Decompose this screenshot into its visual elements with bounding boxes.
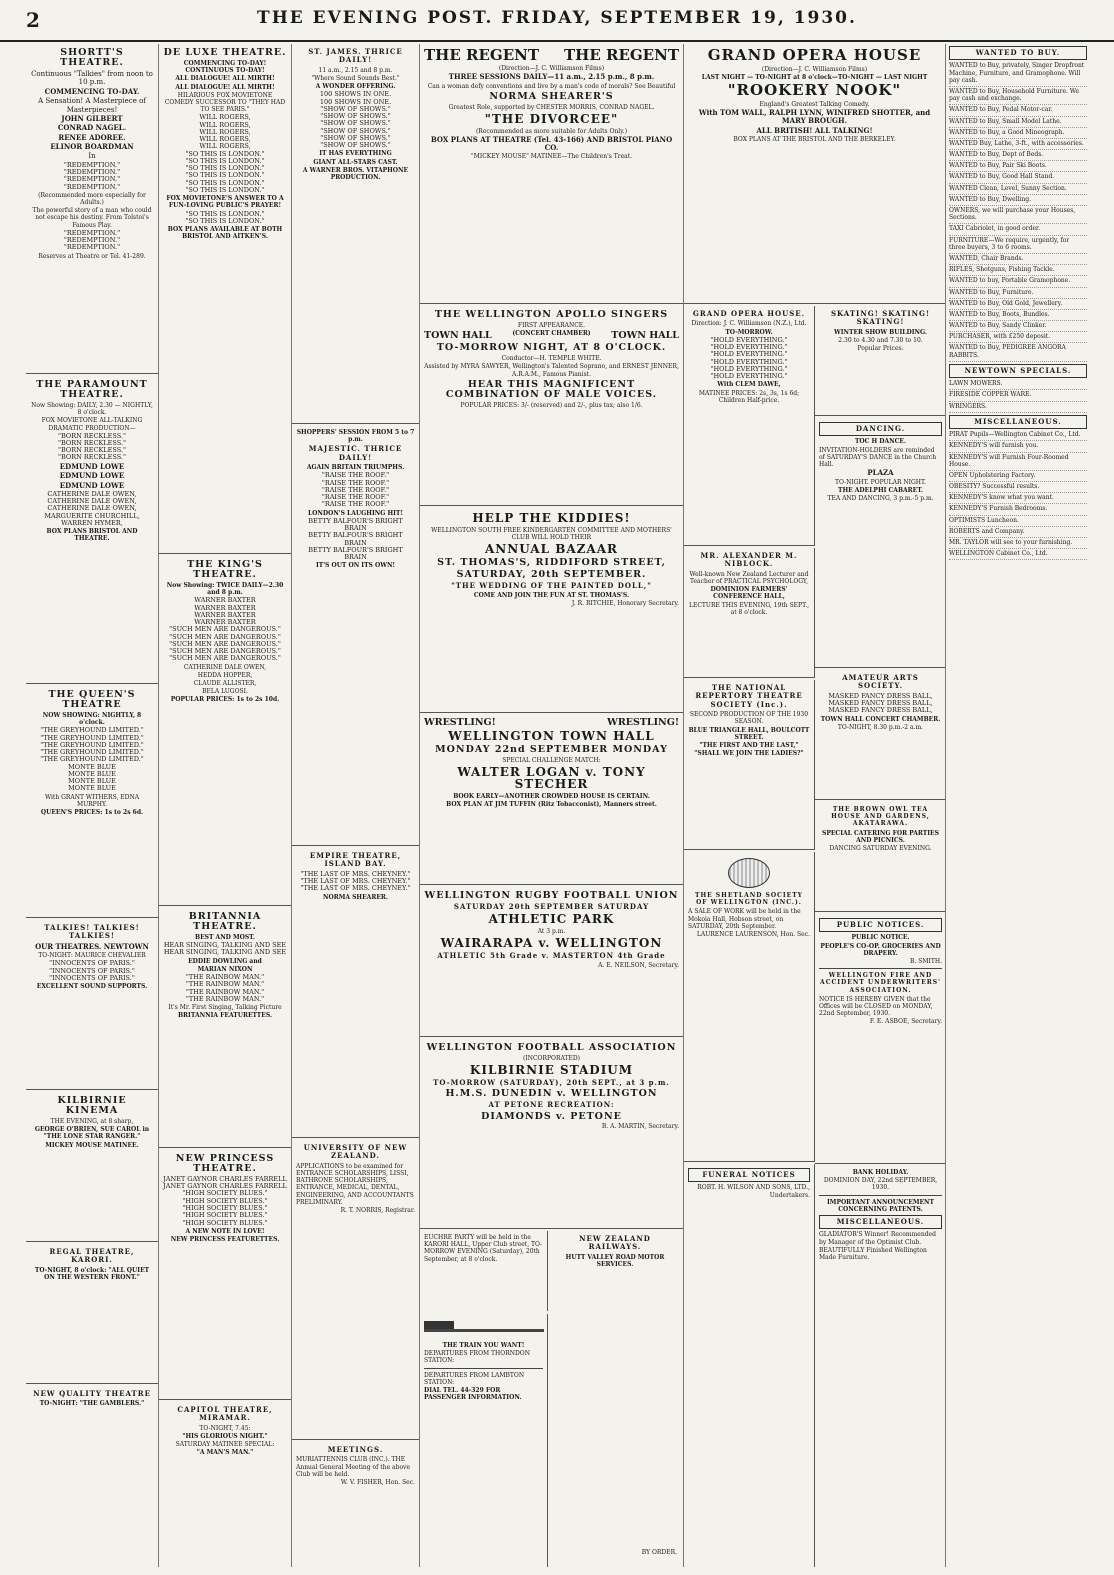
classified-item: PURCHASER, with £250 deposit. xyxy=(949,333,1087,343)
notice-railways: NEW ZEALAND RAILWAYS. HUTT VALLEY ROAD MOTOR SERVICES. xyxy=(565,1234,665,1268)
ad-niblock: MR. ALEXANDER M. NIBLOCK. Well-known New Zealand Lecturer and Teacher of PRACTICAL PSYCHOLOGY, DOMINION FARMERS' CONFERENCE HALL, LECTURE THIS EVENING, 19th SEPT., at 8 o'clock. xyxy=(684,548,815,678)
classified-item: WANTED to Buy, Sandy Clinker. xyxy=(949,322,1087,332)
society-crest-icon xyxy=(728,858,770,888)
classified-item: PIRAT Pupils—Wellington Cabinet Co., Ltd. xyxy=(949,431,1087,441)
classified-item: KENNEDY'S will furnish you. xyxy=(949,442,1087,452)
classified-item: WANTED to Buy, Pair Ski Boots. xyxy=(949,162,1087,172)
ad-apollo-singers: THE WELLINGTON APOLLO SINGERS FIRST APPEARANCE. TOWN HALL (CONCERT CHAMBER) TOWN HALL TO-MORROW NIGHT, AT 8 O'CLOCK. Conductor—H. TEMPLE WHITE. Assisted by MYRA SAWYER, Wellington's Talented Soprano, and ERNEST JENNER, A.R.A.M., Famous Pianist. HEAR THIS MAGNIFICENT COMBINATION OF MALE VOICES. POPULAR PRICES: 3/- (reserved) and 2/-, plus tax; also 1/6. xyxy=(420,306,683,506)
classified-item: WANTED to Buy, Old Gold, Jewellery. xyxy=(949,300,1087,310)
column-1 xyxy=(26,44,159,1567)
column-5 xyxy=(684,44,946,1567)
section-newtown-specials: NEWTOWN SPECIALS. xyxy=(949,364,1087,378)
classified-item: WANTED to Buy, Dwelling. xyxy=(949,196,1087,206)
ad-kinema: KILBIRNIE KINEMA THE EVENING, at 8 sharp, GEORGE O'BRIEN, SUE CAROL in "THE LONE STAR RANGER." MICKEY MOUSE MATINEE. xyxy=(26,1092,158,1242)
ad-kings: THE KING'S THEATRE. Now Showing: TWICE DAILY—2.30 and 8 p.m. WARNER BAXTER WARNER BAXTER WARNER BAXTER WARNER BAXTER "SUCH MEN ARE DANGEROUS." "SUCH MEN ARE DANGEROUS." "SUCH MEN ARE DANGEROUS." "SUCH MEN ARE DANGEROUS." "SUCH MEN ARE DANGEROUS." CATHERINE DALE OWEN, HEDDA HOPPER, CLAUDE ALLISTER, BELA LUGOSI. POPULAR PRICES: 1s to 2s 10d. xyxy=(159,556,291,906)
ad-talkies: TALKIES! TALKIES! TALKIES! OUR THEATRES. NEWTOWN TO-NIGHT: MAURICE CHEVALIER "INNOCENTS OF PARIS." "INNOCENTS OF PARIS." "INNOCENTS OF PARIS." EXCELLENT SOUND SUPPORTS. xyxy=(26,920,158,1090)
ad-majestic: SHOPPERS' SESSION FROM 5 to 7 p.m. MAJESTIC. THRICE DAILY! AGAIN BRITAIN TRIUMPHS. "RAISE THE ROOF." "RAISE THE ROOF." "RAISE THE ROOF." "RAISE THE ROOF." "RAISE THE ROOF." LONDON'S LAUGHING HIT! BETTY BALFOUR'S BRIGHT BRAIN BETTY BALFOUR'S BRIGHT BRAIN BETTY BALFOUR'S BRIGHT BRAIN IT'S OUT ON ITS OWN! xyxy=(292,426,419,846)
ad-regent: THE REGENT THE REGENT (Direction—J. C. Williamson Films) THREE SESSIONS DAILY—11 a.m., 2.15 p.m., 8 p.m. Can a woman defy conventions and live by a man's code of morals? See Beautiful NORMA SHEARER'S Greatest Role, supported by CHESTER MORRIS, CONRAD NAGEL. "THE DIVORCEE" (Recommended as more suitable for Adults Only.) BOX PLANS AT THEATRE (Tel. 43-166) AND BRISTOL PIANO CO. "MICKEY MOUSE" MATINEE—The Children's Treat. xyxy=(420,44,683,304)
notice-university: UNIVERSITY OF NEW ZEALAND. APPLICATIONS to be examined for ENTRANCE SCHOLARSHIPS, LISSI, BATHRONE SCHOLARSHIPS, ENTRANCE, MEDICAL, DENTAL, ENGINEERING, AND ACCOUNTANTS PRELIMINARY. R. T. NORRIS, Registrar. xyxy=(292,1140,419,1440)
column-6 xyxy=(946,44,1090,1567)
classified-item: WANTED Buy, Lathe, 3-ft., with accessories. xyxy=(949,140,1087,150)
classified-item: OPTIMISTS Luncheon. xyxy=(949,517,1087,527)
misc-list xyxy=(949,431,1087,560)
ad-football: WELLINGTON FOOTBALL ASSOCIATION (INCORPORATED) KILBIRNIE STADIUM TO-MORROW (SATURDAY), 20th SEPT., at 3 p.m. H.M.S. DUNEDIN v. WELLINGTON AT PETONE RECREATION: DIAMONDS v. PETONE B. A. MARTIN, Secretary. xyxy=(420,1039,683,1229)
classified-item: WANTED, Chair Brands. xyxy=(949,255,1087,265)
classified-item: WANTED to Buy, Dept of Beds. xyxy=(949,151,1087,161)
classified-item: WELLINGTON Cabinet Co., Ltd. xyxy=(949,550,1087,560)
section-miscellaneous: MISCELLANEOUS. xyxy=(949,415,1087,429)
notice-train: THE TRAIN YOU WANT! DEPARTURES FROM THORNDON STATION: DEPARTURES FROM LAMBTON STATION: DIAL TEL. 44-329 FOR PASSENGER INFORMATION. xyxy=(420,1314,548,1567)
wanted-list xyxy=(949,62,1087,361)
newtown-list xyxy=(949,380,1087,413)
notice-meetings: MEETINGS. MURIATTENNIS CLUB (INC.). THE Annual General Meeting of the above Club will be held. W. V. FISHER, Hon. Sec. xyxy=(296,1445,415,1486)
classified-item: KENNEDY'S Furnish Bedrooms. xyxy=(949,505,1087,515)
ad-empire: EMPIRE THEATRE, ISLAND BAY. "THE LAST OF MRS. CHEYNEY." "THE LAST OF MRS. CHEYNEY." "THE LAST OF MRS. CHEYNEY." NORMA SHEARER. xyxy=(292,848,419,1138)
classified-item: WANTED to Buy, Small Model Lathe. xyxy=(949,118,1087,128)
classified-item: WANTED to buy, Portable Gramophone. xyxy=(949,277,1087,287)
ad-deluxe: DE LUXE THEATRE. COMMENCING TO-DAY! CONTINUOUS TO-DAY! ALL DIALOGUE! ALL MIRTH! ALL DIALOGUE! ALL MIRTH! HILARIOUS FOX MOVIETONE COMEDY SUCCESSOR TO "THEY HAD TO SEE PARIS." WILL ROGERS, WILL ROGERS, WILL ROGERS, WILL ROGERS, WILL ROGERS, "SO THIS IS LONDON." "SO THIS IS LONDON." "SO THIS IS LONDON." "SO THIS IS LONDON." "SO THIS IS LONDON." "SO THIS IS LONDON." FOX MOVIETONE'S ANSWER TO A FUN-LOVING PUBLIC'S PRAYER! "SO THIS IS LONDON." "SO THIS IS LONDON." BOX PLANS AVAILABLE AT BOTH BRISTOL AND AITKEN'S. xyxy=(159,44,291,554)
section-wanted-to-buy: WANTED TO BUY. xyxy=(949,46,1087,60)
masthead xyxy=(0,0,1114,42)
classified-item: WANTED Clean, Level, Sunny Section. xyxy=(949,185,1087,195)
section-misc-col5: BANK HOLIDAY. DOMINION DAY, 22nd SEPTEMBER, 1930. IMPORTANT ANNOUNCEMENT CONCERNING PATENTS. MISCELLANEOUS. GLADIATOR'S Winner! Recommended by Manager of the Optimist Club. BEAUTIFULLY Finished Wellington Made Furniture. xyxy=(815,1166,946,1567)
ad-britannia: BRITANNIA THEATRE. BEST AND MOST. HEAR SINGING, TALKING AND SEE HEAR SINGING, TALKING AND SEE EDDIE DOWLING and MARIAN NIXON "THE RAINBOW MAN." "THE RAINBOW MAN." "THE RAINBOW MAN." "THE RAINBOW MAN." It's Mr. First Singing, Talking Picture BRITANNIA FEATURETTES. xyxy=(159,908,291,1148)
ad-rugby: WELLINGTON RUGBY FOOTBALL UNION SATURDAY 20th SEPTEMBER SATURDAY ATHLETIC PARK At 3 p.m. WAIRARAPA v. WELLINGTON ATHLETIC 5th Grade v. MASTERTON 4th Grade A. E. NEILSON, Secretary. xyxy=(420,887,683,1037)
classified-item: WANTED to Buy, PEDIGREE ANGORA RABBITS. xyxy=(949,344,1087,361)
classified-item: OWNERS, we will purchase your Houses, Sections. xyxy=(949,207,1087,224)
column-2 xyxy=(159,44,292,1567)
classified-item: WANTED to Buy, Good Hall Stand. xyxy=(949,173,1087,183)
classified-item: WANTED to Buy, Household Furniture. We pay cash and exchange. xyxy=(949,88,1087,105)
ad-st-james: ST. JAMES. THRICE DAILY! 11 a.m., 2.15 and 8 p.m. "Where Sound Sounds Best." A WONDER OFFERING. 100 SHOWS IN ONE. 100 SHOWS IN ONE. "SHOW OF SHOWS." "SHOW OF SHOWS." "SHOW OF SHOWS." "SHOW OF SHOWS." "SHOW OF SHOWS." "SHOW OF SHOWS." IT HAS EVERYTHING GIANT ALL-STARS CAST. A WARNER BROS. VITAPHONE PRODUCTION. xyxy=(292,44,419,424)
ad-amateur-arts: AMATEUR ARTS SOCIETY. MASKED FANCY DRESS BALL, MASKED FANCY DRESS BALL, MASKED FANCY DRESS BALL, TOWN HALL CONCERT CHAMBER. TO-NIGHT, 8.30 p.m.-2 a.m. xyxy=(815,670,946,800)
theatre-name: SHORTT'S THEATRE. xyxy=(60,47,124,68)
classified-item: FIRESIDE COPPER WARE. xyxy=(949,391,1087,401)
ad-regal: REGAL THEATRE, KARORI. TO-NIGHT, 8 o'clock: "ALL QUIET ON THE WESTERN FRONT." xyxy=(26,1244,158,1384)
ad-help-the-kiddies: HELP THE KIDDIES! WELLINGTON SOUTH FREE KINDERGARTEN COMMITTEE AND MOTHERS' CLUB WILL HOLD THEIR ANNUAL BAZAAR ST. THOMAS'S, RIDDIFORD STREET, SATURDAY, 20th SEPTEMBER. "THE WEDDING OF THE PAINTED DOLL," COME AND JOIN THE FUN AT ST. THOMAS'S. J. R. RITCHIE, Honorary Secretary. xyxy=(420,508,683,713)
column-4: THE REGENT THE REGENT (Direction—J. C. Williamson Films) THREE SESSIONS DAILY—11 a.m., 2.15 p.m., 8 p.m. Can a woman defy conventions and live by a man's code of morals? See Beautiful NORMA SHEARER'S Greatest Role, supported by CHESTER MORRIS, CONRAD NAGEL. "THE DIVORCEE" (Recommended as more suitable for Adults Only.) BOX PLANS AT THEATRE (Tel. 43-166) AND BRISTOL PIANO CO. "MICKEY MOUSE" MATINEE—The Children's Treat. THE WELLINGTON APOLLO SINGERS FIRST APPEARANCE. TOWN HALL (CONCERT CHAMBER) TOWN HALL TO-MORROW NIGHT, AT 8 O'CLOCK. Conductor—H. TEMPLE WHITE. Assisted by MYRA SAWYER, Wellington's Talented Soprano, and ERNEST JENNER, A.R.A.M., Famous Pianist. HEAR THIS MAGNIFICENT COMBINATION OF MALE VOICES. POPULAR PRICES: 3/- (reserved) and 2/-, plus tax; also 1/6. HELP THE KIDDIES! WELLINGTON SOUTH FREE KINDERGARTEN COMMITTEE AND MOTHERS' CLUB WILL HOLD THEIR ANNUAL BAZAAR ST. THOMAS'S, RIDDIFORD STREET, SATURDAY, 20th SEPTEMBER. "THE WEDDING OF THE PAINTED DOLL," COME AND JOIN THE FUN AT ST. THOMAS'S. J. R. RITCHIE, Honorary Secretary. WRESTLING! WRESTLING! WELLINGTON TOWN HALL MONDAY 22nd SEPTEMBER MONDAY SPECIAL CHALLENGE MATCH: WALTER LOGAN v. TONY STECHER BOOK EARLY—ANOTHER CROWDED HOUSE IS CERTAIN. BOX PLAN AT JIM TUFFIN (Ritz Tobacconist), Manners street. WELLINGTON RUGBY FOOTBALL UNION SATURDAY 20th SEPTEMBER SATURDAY ATHLETIC PARK At 3 p.m. WAIRARAPA v. WELLINGTON ATHLETIC 5th Grade v. MASTERTON 4th Grade A. E. NEILSON, Secretary. WELLINGTON FOOTBALL ASSOCIATION (INCORPORATED) KILBIRNIE STADIUM TO-MORROW (SATURDAY), 20th SEPT., at 3 p.m. H.M.S. DUNEDIN v. WELLINGTON AT PETONE RECREATION: DIAMONDS v. PETONE B. A. MARTIN, Secretary. EUCHRE PARTY will be held in the KARORI HALL, Upper Club street, TO-MORROW EVENING (Saturday), 20th September, at 8 o'clock. NEW ZEALAND RAILWAYS. HUTT VALLEY ROAD MOTOR SERVICES. THE TRAIN YOU WANT! DEPARTURES FROM THORNDON STATION: DEPARTURES FROM LAMBTON STATION: DIAL TEL. 44-329 FOR PASSENGER INFORMATION. BY ORDER. xyxy=(420,44,684,1567)
section-public-notices: PUBLIC NOTICES. PUBLIC NOTICE. PEOPLE'S CO-OP. GROCERIES AND DRAPERY. B. SMITH. WELLINGTON FIRE AND ACCIDENT UNDERWRITERS' ASSOCIATION. NOTICE IS HEREBY GIVEN that the Offices will be CLOSED on MONDAY, 22nd September, 1930. F. E. ASBOE, Secretary. xyxy=(815,914,946,1164)
column-3 xyxy=(292,44,420,1567)
ad-new-princess: NEW PRINCESS THEATRE. JANET GAYNOR CHARLES FARRELL JANET GAYNOR CHARLES FARRELL "HIGH SOCIETY BLUES." "HIGH SOCIETY BLUES." "HIGH SOCIETY BLUES." "HIGH SOCIETY BLUES." "HIGH SOCIETY BLUES." A NEW NOTE IN LOVE! NEW PRINCESS FEATURETTES. xyxy=(159,1150,291,1400)
classified-item: LAWN MOWERS. xyxy=(949,380,1087,390)
ad-grand-opera-house-2: GRAND OPERA HOUSE. Direction: J. C. Williamson (N.Z.), Ltd. TO-MORROW. "HOLD EVERYTHING." "HOLD EVERYTHING." "HOLD EVERYTHING." "HOLD EVERYTHING." "HOLD EVERYTHING." "HOLD EVERYTHING." With CLEM DAWE, MATINEE PRICES: 2s, 3s, 1s 6d; Children Half-price. xyxy=(684,306,815,546)
classified-item: TAXI Cabriolet, in good order. xyxy=(949,225,1087,235)
ad-queens: THE QUEEN'S THEATRE NOW SHOWING: NIGHTLY, 8 o'clock. "THE GREYHOUND LIMITED." "THE GREYHOUND LIMITED." "THE GREYHOUND LIMITED." "THE GREYHOUND LIMITED." "THE GREYHOUND LIMITED." MONTE BLUE MONTE BLUE MONTE BLUE MONTE BLUE With GRANT WITHERS, EDNA MURPHY. QUEEN'S PRICES: 1s to 2s 6d. xyxy=(26,686,158,918)
classified-item: OBESITY? Successful results. xyxy=(949,483,1087,493)
classified-item: WANTED to Buy, Pedal Motor-car. xyxy=(949,106,1087,116)
ad-repertory: THE NATIONAL REPERTORY THEATRE SOCIETY (Inc.). SECOND PRODUCTION OF THE 1930 SEASON. BLUE TRIANGLE HALL, BOULCOTT STREET. "THE FIRST AND THE LAST," "SHALL WE JOIN THE LADIES?" xyxy=(684,680,815,850)
section-dancing: DANCING. TOC H DANCE. INVITATION-HOLDERS are reminded of SATURDAY'S DANCE in the Church Hall. PLAZA TO-NIGHT. POPULAR NIGHT. THE ADELPHI CABARET. TEA AND DANCING, 3 p.m.-5 p.m. xyxy=(815,418,946,668)
classified-item: WANTED to Buy, privately, Singer Dropfront Machine, Furniture, and Gramophone. Will pay cash. xyxy=(949,62,1087,87)
ad-wrestling: WRESTLING! WRESTLING! WELLINGTON TOWN HALL MONDAY 22nd SEPTEMBER MONDAY SPECIAL CHALLENGE MATCH: WALTER LOGAN v. TONY STECHER BOOK EARLY—ANOTHER CROWDED HOUSE IS CERTAIN. BOX PLAN AT JIM TUFFIN (Ritz Tobacconist), Manners street. xyxy=(420,715,683,885)
ad-capitol: CAPITOL THEATRE, MIRAMAR. TO-NIGHT, 7.45: "HIS GLORIOUS NIGHT." SATURDAY MATINEE SPECIAL: "A MAN'S MAN." xyxy=(175,1405,275,1457)
page-number: 2 xyxy=(26,8,40,32)
classified-item: FURNITURE—We require, urgently, for three buyers, 3 to 6 rooms. xyxy=(949,237,1087,254)
classified-item: KENNEDY'S will Furnish Four-Roomed House. xyxy=(949,454,1087,471)
ad-shortts: SHORTT'S THEATRE. Continuous "Talkies" from noon to 10 p.m. COMMENCING TO-DAY. A Sensation! A Masterpiece of Masterpieces! JOHN GILBERT CONRAD NAGEL. RENEE ADOREE. ELINOR BOARDMAN In "REDEMPTION." "REDEMPTION." "REDEMPTION." "REDEMPTION." (Recommended more especially for Adults.) The powerful story of a man who could not escape his destiny. From Tolstoi's Famous Play. "REDEMPTION." "REDEMPTION." "REDEMPTION." Reserves at Theatre or Tel. 41-289. xyxy=(26,44,158,374)
classified-item: WRINGERS. xyxy=(949,403,1087,413)
ad-brown-owl: THE BROWN OWL TEA HOUSE AND GARDENS, AKATARAWA. SPECIAL CATERING FOR PARTIES AND PICNICS. DANCING SATURDAY EVENING. xyxy=(815,802,946,912)
notice-shetland: THE SHETLAND SOCIETY OF WELLINGTON (INC.). A SALE OF WORK will be held in the Mokoia Hall, Hobson street, on SATURDAY, 20th September. LAURENCE LAURENSON, Hon. Sec. xyxy=(684,852,815,1162)
ad-paramount: THE PARAMOUNT THEATRE. Now Showing: DAILY, 2.30 — NIGHTLY, 8 o'clock. FOX MOVIETONE ALL-TALKING DRAMATIC PRODUCTION— "BORN RECKLESS." "BORN RECKLESS." "BORN RECKLESS." "BORN RECKLESS." EDMUND LOWE EDMUND LOWE EDMUND LOWE CATHERINE DALE OWEN, CATHERINE DALE OWEN, CATHERINE DALE OWEN, MARGUERITE CHURCHILL, WARREN HYMER, BOX PLANS BRISTOL AND THEATRE. xyxy=(26,376,158,684)
classified-item: RIFLES, Shotguns, Fishing Tackle. xyxy=(949,266,1087,276)
ad-grand-opera-house: GRAND OPERA HOUSE (Direction—J. C. Williamson Films) LAST NIGHT — TO-NIGHT at 8 o'clock—TO-NIGHT — LAST NIGHT "ROOKERY NOOK" England's Greatest Talking Comedy. With TOM WALL, RALPH LYNN, WINIFRED SHOTTER, and MARY BROUGH. ALL BRITISH! ALL TALKING! BOX PLANS AT THE BRISTOL AND THE BERKELEY. xyxy=(684,44,945,304)
classified-item: KENNEDY'S know what you want. xyxy=(949,494,1087,504)
section-funeral-notices: FUNERAL NOTICES ROBT. H. WILSON AND SONS, LTD., Undertakers. xyxy=(684,1164,815,1567)
theatre-name: THE PARAMOUNT THEATRE. xyxy=(36,379,148,400)
classified-item: WANTED to Buy, Boots, Bundles. xyxy=(949,311,1087,321)
train-illustration xyxy=(424,1319,544,1339)
classified-item: ROBERTS and Company. xyxy=(949,528,1087,538)
classified-item: WANTED to Buy, Furniture. xyxy=(949,289,1087,299)
ad-new-quality: NEW QUALITY THEATRE TO-NIGHT: "THE GAMBLERS." xyxy=(33,1389,151,1408)
classified-item: OPEN Upholstering Factory. xyxy=(949,472,1087,482)
notice-euchre: EUCHRE PARTY will be held in the KARORI HALL, Upper Club street, TO-MORROW EVENING (Saturday), 20th September, at 8 o'clock. xyxy=(420,1231,548,1311)
theatre-name: THE QUEEN'S THEATRE xyxy=(48,689,136,710)
ad-skating: SKATING! SKATING! SKATING! WINTER SHOW BUILDING. 2.30 to 4.30 and 7.30 to 10. Popular Prices. xyxy=(815,306,946,416)
newspaper-title: THE EVENING POST. FRIDAY, SEPTEMBER 19, 1930. xyxy=(257,8,857,28)
classified-item: MR. TAYLOR will see to your furnishing. xyxy=(949,539,1087,549)
classified-item: WANTED to Buy, a Good Mineograph. xyxy=(949,129,1087,139)
